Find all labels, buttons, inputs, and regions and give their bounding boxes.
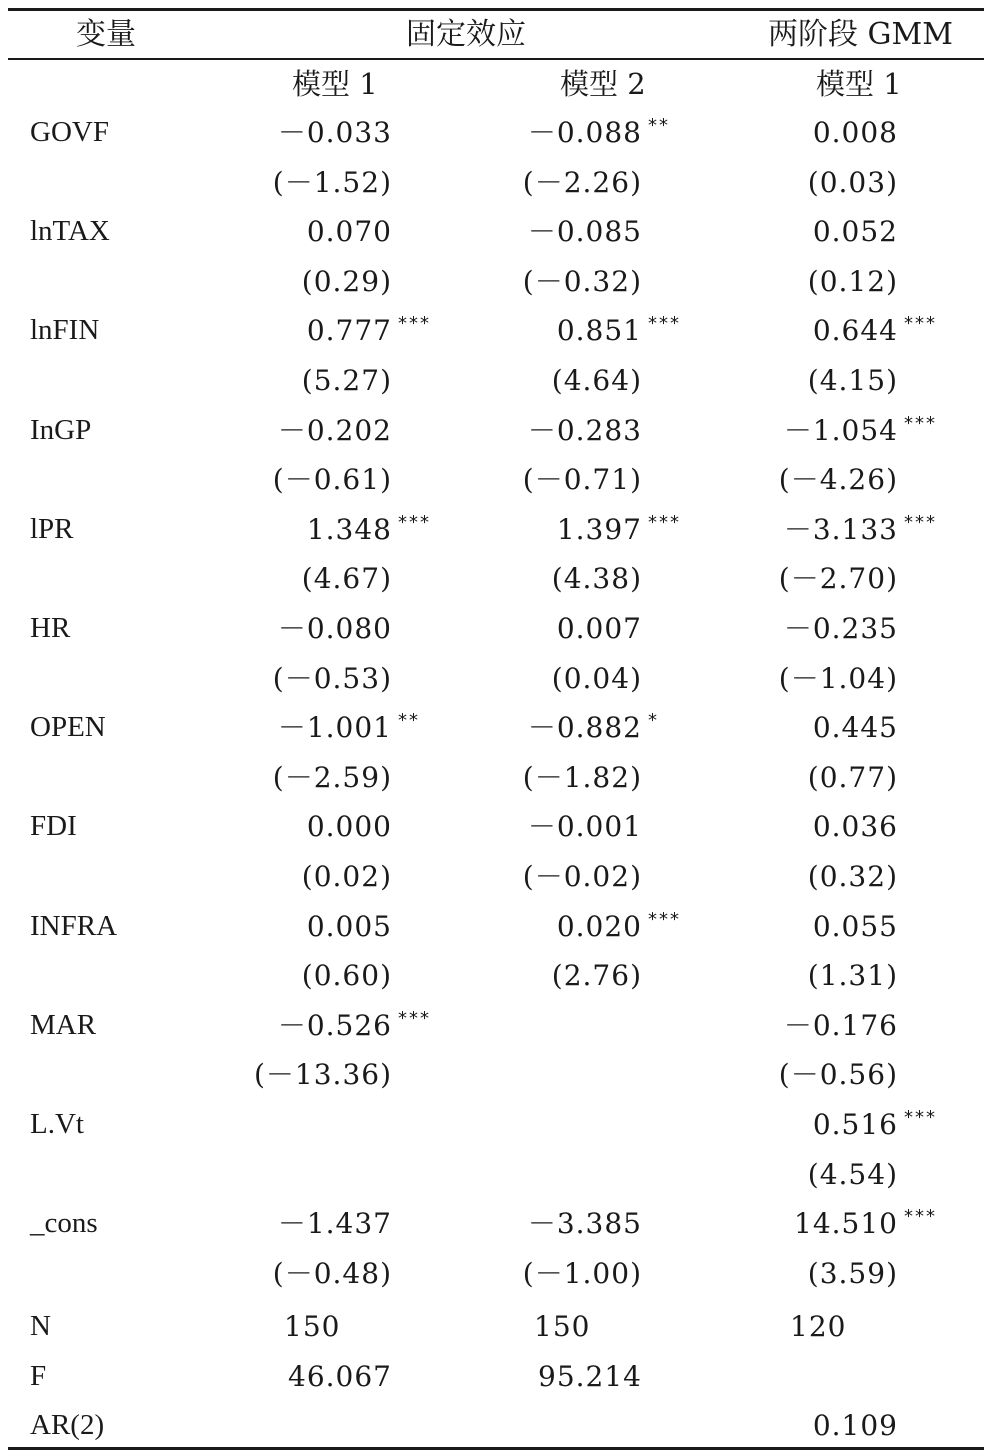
- model-label-fe-2: 模型 2: [560, 67, 646, 101]
- t-statistic: (－4.26): [778, 463, 898, 497]
- table-row: [0, 207, 992, 257]
- t-statistic: (－1.04): [778, 661, 898, 695]
- coefficient-value: －3.385: [527, 1207, 642, 1241]
- coefficient-value: 1.397: [556, 512, 642, 546]
- coefficient-value: 0.007: [556, 612, 642, 645]
- coefficient-value: －0.202: [277, 413, 392, 447]
- t-statistic: (4.15): [807, 364, 898, 397]
- bottom-rule: [8, 1447, 984, 1450]
- row-label: lnFIN: [30, 314, 100, 347]
- table-row-tstat: [0, 1249, 992, 1299]
- table-row-tstat: [0, 455, 992, 505]
- table-row-tstat: [0, 852, 992, 902]
- coefficient-value: 0.008: [812, 116, 898, 149]
- t-statistic: (－0.53): [272, 661, 392, 695]
- table-row-tstat: [0, 1050, 992, 1100]
- header-fixed-effects: 固定效应: [406, 17, 526, 52]
- t-statistic: (3.59): [807, 1256, 898, 1290]
- significance-stars: **: [648, 115, 670, 136]
- stat-value: 150: [534, 1310, 591, 1343]
- t-statistic: (－0.56): [778, 1058, 898, 1092]
- model-label-gmm-1: 模型 1: [816, 67, 902, 101]
- significance-stars: ***: [904, 1206, 937, 1228]
- t-statistic: (0.32): [807, 860, 898, 893]
- stat-value: 150: [284, 1310, 341, 1343]
- table-row: [0, 505, 992, 555]
- t-statistic: (－1.82): [522, 760, 642, 794]
- t-statistic: (0.03): [807, 165, 898, 199]
- table-row: [0, 306, 992, 356]
- row-label: lPR: [30, 512, 74, 545]
- table-row-tstat: [0, 951, 992, 1001]
- row-label: OPEN: [30, 711, 106, 744]
- table-row: [0, 802, 992, 852]
- significance-stars: ***: [648, 908, 681, 930]
- t-statistic: (－0.32): [522, 264, 642, 298]
- t-statistic: (0.04): [551, 661, 642, 695]
- significance-stars: ***: [904, 313, 937, 335]
- coefficient-value: －1.001: [277, 711, 392, 745]
- coefficient-value: 0.020: [556, 909, 642, 943]
- t-statistic: (－1.52): [272, 165, 392, 199]
- coefficient-value: 0.000: [306, 810, 392, 844]
- stat-value: 120: [790, 1310, 847, 1343]
- stats-row-f: [0, 1352, 992, 1402]
- stats-row-ar2: [0, 1401, 992, 1451]
- t-statistic: (0.12): [807, 264, 898, 298]
- table-row: [0, 703, 992, 753]
- coefficient-value: －0.088: [527, 116, 642, 149]
- table-row: [0, 1001, 992, 1051]
- coefficient-value: －0.882: [527, 711, 642, 745]
- significance-stars: ***: [904, 1107, 937, 1128]
- coefficient-value: －0.176: [783, 1008, 898, 1042]
- coefficient-value: －1.054: [783, 413, 898, 447]
- coefficient-value: 0.005: [306, 909, 392, 943]
- stat-value: 46.067: [288, 1360, 392, 1393]
- row-label: L.Vt: [30, 1108, 84, 1140]
- t-statistic: (－0.61): [272, 463, 392, 497]
- header-gmm: 两阶段 GMM: [768, 17, 953, 52]
- t-statistic: (1.31): [807, 959, 898, 993]
- stats-row-n: [0, 1302, 992, 1352]
- coefficient-value: －0.283: [527, 413, 642, 447]
- t-statistic: (－1.00): [522, 1256, 642, 1290]
- coefficient-value: －0.235: [783, 612, 898, 645]
- table-row-tstat: [0, 1150, 992, 1200]
- stats-label: AR(2): [30, 1409, 105, 1441]
- significance-stars: **: [398, 710, 420, 732]
- coefficient-value: 0.070: [306, 215, 392, 249]
- significance-stars: *: [648, 710, 659, 732]
- t-statistic: (－2.59): [272, 760, 392, 794]
- t-statistic: (0.77): [807, 760, 898, 794]
- t-statistic: (4.54): [807, 1157, 898, 1191]
- coefficient-value: －0.085: [527, 215, 642, 249]
- row-label: _cons: [30, 1207, 98, 1240]
- t-statistic: (－0.02): [522, 860, 642, 893]
- stat-value: 95.214: [538, 1360, 642, 1393]
- coefficient-value: 0.036: [812, 810, 898, 844]
- t-statistic: (－2.26): [522, 165, 642, 199]
- stats-label: N: [30, 1310, 51, 1342]
- coefficient-value: －3.133: [783, 512, 898, 546]
- t-statistic: (0.02): [301, 860, 392, 893]
- row-label: lnTAX: [30, 215, 110, 248]
- t-statistic: (0.29): [301, 264, 392, 298]
- table-row: [0, 1199, 992, 1249]
- coefficient-value: －0.526: [277, 1008, 392, 1042]
- coefficient-value: 0.052: [812, 215, 898, 249]
- table-row-tstat: [0, 654, 992, 704]
- row-label: InGP: [30, 413, 92, 446]
- coefficient-value: 0.055: [812, 909, 898, 943]
- significance-stars: ***: [398, 1007, 431, 1029]
- t-statistic: (－0.48): [272, 1256, 392, 1290]
- table-row: [0, 604, 992, 654]
- stats-label: F: [30, 1360, 47, 1392]
- table-row-tstat: [0, 158, 992, 208]
- table-row-tstat: [0, 257, 992, 307]
- coefficient-value: 0.445: [812, 711, 898, 745]
- t-statistic: (－13.36): [253, 1058, 392, 1092]
- row-label: HR: [30, 612, 71, 644]
- significance-stars: ***: [904, 412, 937, 434]
- row-label: GOVF: [30, 116, 109, 148]
- row-label: MAR: [30, 1008, 97, 1041]
- table-row-tstat: [0, 753, 992, 803]
- t-statistic: (4.38): [551, 562, 642, 596]
- coefficient-value: 0.516: [812, 1108, 898, 1141]
- t-statistic: (0.60): [301, 959, 392, 993]
- table-row-tstat: [0, 356, 992, 406]
- coefficient-value: －0.001: [527, 810, 642, 844]
- coefficient-value: －0.033: [277, 116, 392, 149]
- t-statistic: (－0.71): [522, 463, 642, 497]
- row-label: FDI: [30, 810, 77, 843]
- significance-stars: ***: [904, 511, 937, 533]
- coefficient-value: －0.080: [277, 612, 392, 645]
- t-statistic: (4.67): [301, 562, 392, 596]
- coefficient-value: 0.644: [812, 314, 898, 348]
- t-statistic: (4.64): [551, 364, 642, 397]
- header-variable: 变量: [76, 17, 136, 52]
- table-row: [0, 1100, 992, 1150]
- table-row-tstat: [0, 554, 992, 604]
- coefficient-value: 0.851: [556, 314, 642, 348]
- significance-stars: ***: [398, 511, 431, 533]
- table-row: [0, 902, 992, 952]
- significance-stars: ***: [398, 313, 431, 335]
- significance-stars: ***: [648, 313, 681, 335]
- coefficient-value: 14.510: [794, 1207, 898, 1241]
- t-statistic: (5.27): [301, 364, 392, 397]
- coefficient-value: 1.348: [306, 512, 392, 546]
- t-statistic: (－2.70): [778, 562, 898, 596]
- stat-value: 0.109: [812, 1409, 898, 1442]
- table-row: [0, 108, 992, 158]
- model-label-fe-1: 模型 1: [292, 67, 378, 101]
- significance-stars: ***: [648, 511, 681, 533]
- coefficient-value: －1.437: [277, 1207, 392, 1241]
- t-statistic: (2.76): [551, 959, 642, 993]
- table-row: [0, 406, 992, 456]
- coefficient-value: 0.777: [306, 314, 392, 348]
- row-label: INFRA: [30, 909, 118, 942]
